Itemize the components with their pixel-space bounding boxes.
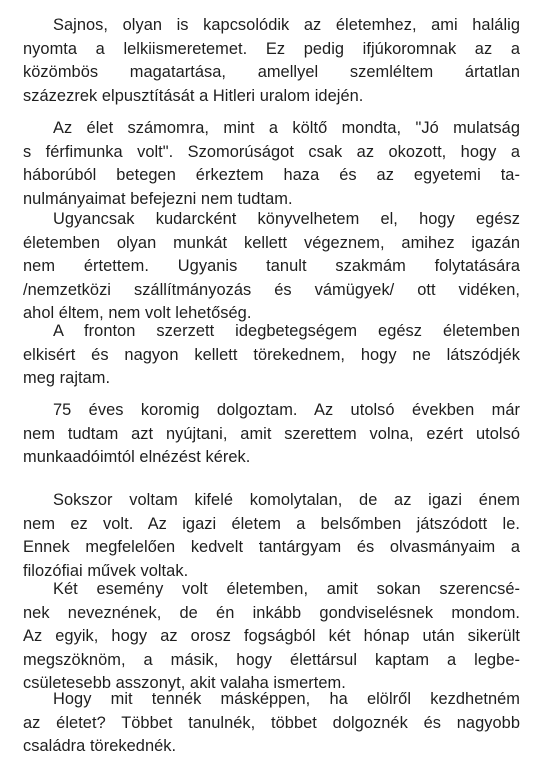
text-line: Ennek megfelelően kedvelt tantárgyam és olvasmányaim a: [23, 538, 520, 556]
text-line: százezrek elpusztítását a Hitleri uralom idején.: [23, 86, 364, 105]
text-line: Sokszor voltam kifelé komolytalan, de az igazi énem: [53, 491, 520, 509]
text-line: 75 éves koromig dolgoztam. Az utolsó években már: [53, 401, 520, 419]
text-line: nyomta a lelkiismeretemet. Ez pedig ifjúkoromnak az a: [23, 39, 520, 58]
paragraph-career-failure: [23, 208, 520, 326]
text-line: Sajnos, olyan is kapcsolódik az életemhez, ami halálig: [53, 16, 520, 34]
paragraph-life-quote: [23, 117, 520, 211]
paragraph-guilty-conscience: [23, 14, 520, 108]
paragraph-what-differently: [23, 688, 520, 759]
text-line: az életet? Többet tanulnék, többet dolgoznék és nagyobb: [23, 713, 520, 732]
text-line: nulmányaimat befejezni nem tudtam.: [23, 189, 293, 208]
text-line: nem értettem. Ugyanis tanult szakmám folytatására: [23, 257, 520, 275]
text-line: családra törekednék.: [23, 737, 177, 755]
text-line: Az egyik, hogy az orosz fogságból két hónap után sikerült: [23, 627, 520, 645]
text-line: meg rajtam.: [23, 369, 111, 387]
text-line: nem tudtam azt nyújtani, amit szerettem volna, ezért utolsó: [23, 424, 520, 443]
text-line: A fronton szerzett idegbetegségem egész életemben: [53, 322, 520, 340]
paragraph-front-illness: [23, 320, 520, 391]
text-line: közömbös magatartása, amellyel szemléltem ártatlan: [23, 63, 520, 81]
text-line: Az élet számomra, mint a költő mondta, "Jó mulatság: [53, 119, 520, 137]
text-line: csületesebb asszonyt, akit valaha ismertem.: [23, 674, 346, 692]
text-line: életemben olyan munkát kellett végeznem, amihez igazán: [23, 233, 520, 252]
text-line: háborúból betegen érkeztem haza és az egyetemi ta-: [23, 166, 520, 184]
text-line: s férfimunka volt". Szomorúságot csak az okozott, hogy a: [23, 142, 520, 161]
text-line: megszöknöm, a másik, hogy élettársul kaptam a legbe-: [23, 650, 520, 669]
text-line: Hogy mit tennék másképpen, ha elölről kezdhetném: [53, 690, 520, 708]
paragraph-inner-life: [23, 489, 520, 583]
text-line: nem ez volt. Az igazi életem a belsőmben játszódott le.: [23, 514, 520, 533]
text-line: munkaadóimtól elnézést kérek.: [23, 448, 251, 466]
text-line: /nemzetközi szállítmányozás és vámügyek/ ott vidéken,: [23, 280, 520, 299]
paragraph-providence: [23, 578, 520, 696]
text-line: elkisért és nagyon kellett törekednem, hogy ne látszódjék: [23, 345, 520, 364]
text-line: filozófiai művek voltak.: [23, 561, 189, 580]
text-line: ahol éltem, nem volt lehetőség.: [23, 304, 252, 322]
text-line: Ugyancsak kudarcként könyvelhetem el, hogy egész: [53, 210, 520, 228]
paragraph-working-years: [23, 399, 520, 470]
text-line: Két esemény volt életemben, amit sokan szerencsé-: [53, 580, 520, 598]
text-line: nek neveznének, de én inkább gondviselésnek mondom.: [23, 603, 520, 622]
